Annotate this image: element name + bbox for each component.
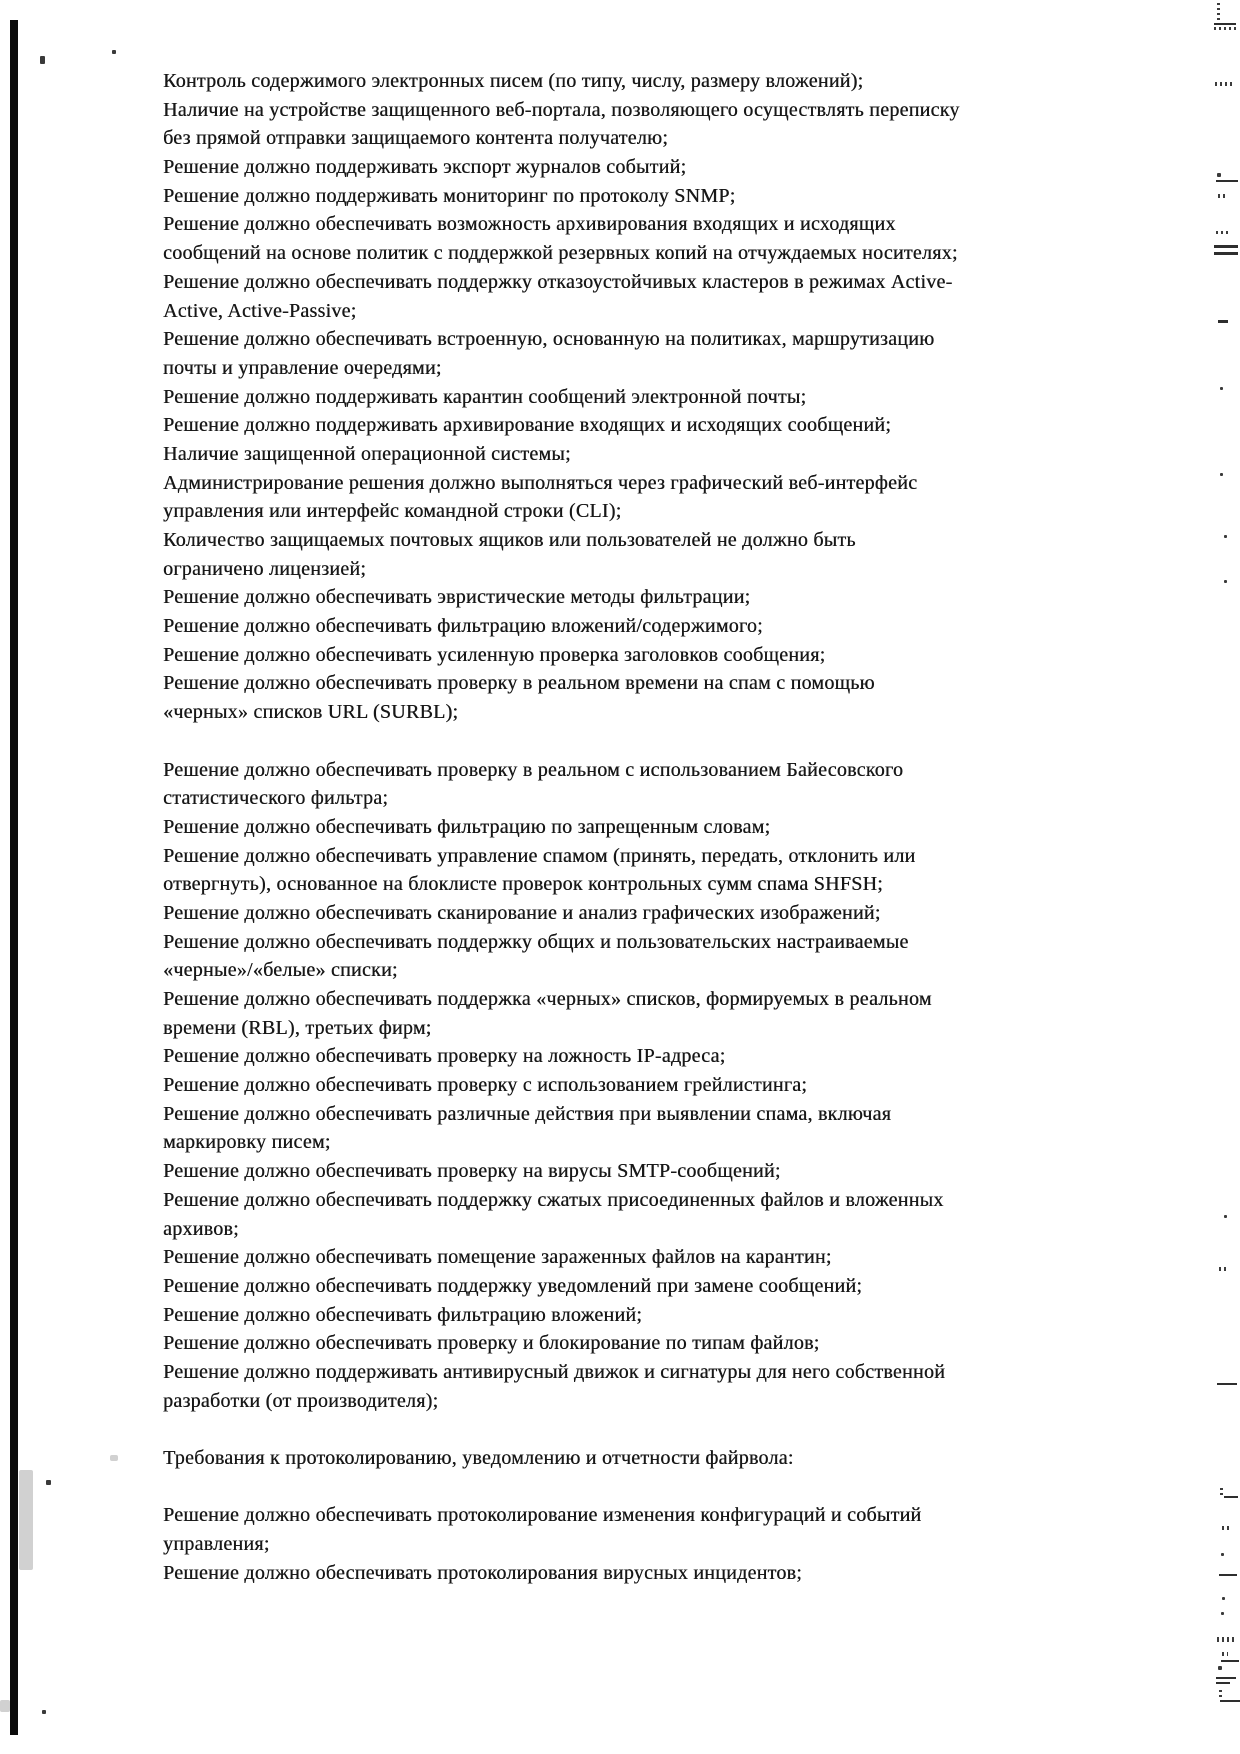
- text-line: Решение должно поддерживать архивирование входящих и исходящих сообщений;: [163, 414, 892, 437]
- margin-noise: [1216, 231, 1230, 234]
- text-line: Решение должно обеспечивать различные действия при выявлении спама, включая: [163, 1102, 892, 1125]
- text-line: Наличие на устройстве защищенного веб-портала, позволяющего осуществлять переписку: [163, 98, 960, 121]
- text-line: Решение должно обеспечивать протоколирование изменения конфигураций и событий: [163, 1504, 922, 1527]
- text-line: разработки (от производителя);: [163, 1389, 439, 1412]
- text-line: сообщений на основе политик с поддержкой резервных копий на отчуждаемых носителях;: [163, 242, 958, 265]
- left-noise: [46, 1480, 51, 1485]
- paragraph-gap: [163, 1473, 1063, 1502]
- margin-noise: [1222, 1597, 1225, 1600]
- margin-noise: [1221, 1612, 1224, 1615]
- text-line: Контроль содержимого электронных писем (по типу, числу, размеру вложений);: [163, 70, 864, 92]
- text-line: «черных» списков URL (SURBL);: [163, 701, 459, 724]
- margin-noise: [1224, 1215, 1227, 1218]
- text-line: без прямой отправки защищаемого контента получателю;: [163, 127, 669, 150]
- text-line: управления или интерфейс командной строки (CLI);: [163, 500, 622, 523]
- text-line: Решение должно поддерживать экспорт журналов событий;: [163, 156, 687, 179]
- margin-noise: [1216, 1677, 1236, 1679]
- left-noise: [42, 1710, 46, 1714]
- text-line: Решение должно обеспечивать фильтрацию по запрещенным словам;: [163, 815, 771, 838]
- left-noise: [110, 1455, 118, 1461]
- text-line: Решение должно обеспечивать поддержка «черных» списков, формируемых в реальном: [163, 988, 932, 1010]
- text-line: Администрирование решения должно выполняться через графический веб-интерфейс: [163, 471, 918, 494]
- margin-noise: [1217, 173, 1221, 177]
- margin-noise: [1217, 1383, 1237, 1385]
- margin-noise: [1221, 1660, 1239, 1662]
- margin-noise: [1214, 245, 1238, 248]
- section-heading: Требования к протоколированию, уведомлению и отчетности файрвола:: [163, 1447, 794, 1469]
- margin-noise: [1218, 1666, 1222, 1670]
- text-line: времени (RBL), третьих фирм;: [163, 1016, 432, 1039]
- text-line: Решение должно обеспечивать проверку с использованием грейлистинга;: [163, 1074, 808, 1097]
- margin-noise: [1214, 252, 1238, 255]
- margin-noise: [1220, 1700, 1240, 1702]
- speckle: [40, 56, 45, 64]
- text-line: Решение должно обеспечивать встроенную, основанную на политиках, маршрутизацию: [163, 328, 935, 351]
- text-line: управления;: [163, 1533, 270, 1556]
- text-line: Решение должно поддерживать карантин сообщений электронной почты;: [163, 385, 807, 408]
- margin-noise: [1222, 1526, 1229, 1530]
- margin-noise: [1219, 1574, 1237, 1576]
- margin-noise: [1216, 1682, 1230, 1684]
- text-line: Решение должно обеспечивать проверку и блокирование по типам файлов;: [163, 1332, 820, 1355]
- margin-noise: [1224, 580, 1227, 583]
- margin-noise: [1218, 194, 1226, 198]
- margin-noise: [1224, 535, 1227, 538]
- margin-noise: [1216, 180, 1238, 182]
- text-line: Решение должно обеспечивать протоколирования вирусных инцидентов;: [163, 1561, 803, 1584]
- text-line: Количество защищаемых почтовых ящиков или пользователей не должно быть: [163, 529, 856, 551]
- text-line: Решение должно обеспечивать поддержку общих и пользовательских настраиваемые: [163, 930, 909, 953]
- margin-noise: [1220, 473, 1223, 476]
- margin-noise: [1219, 1267, 1227, 1271]
- text-line: Решение должно обеспечивать фильтрацию вложений/содержимого;: [163, 615, 763, 638]
- text-line: Решение должно обеспечивать поддержку сжатых присоединенных файлов и вложенных: [163, 1188, 944, 1211]
- text-line: Решение должно обеспечивать поддержку отказоустойчивых кластеров в режимах Active-: [163, 270, 953, 293]
- left-noise: [19, 1470, 33, 1570]
- text-line: маркировку писем;: [163, 1131, 331, 1154]
- speckle: [112, 50, 116, 54]
- text-line: Решение должно обеспечивать проверку на вирусы SMTP-сообщений;: [163, 1160, 781, 1183]
- left-scan-bar: [10, 20, 18, 1735]
- margin-noise: [1217, 1637, 1235, 1642]
- paragraph-gap: [163, 1415, 1063, 1444]
- text-line: Решение должно обеспечивать проверку в реальном с использованием Байесовского: [163, 758, 904, 781]
- left-noise: [0, 1700, 10, 1712]
- text-line: Решение должно поддерживать мониторинг по протоколу SNMP;: [163, 184, 736, 207]
- text-line: «черные»/«белые» списки;: [163, 959, 398, 982]
- text-line: Решение должно обеспечивать поддержку уведомлений при замене сообщений;: [163, 1274, 863, 1297]
- margin-noise: [1221, 1553, 1224, 1556]
- margin-noise: [1219, 1690, 1222, 1700]
- margin-noise: [1214, 23, 1236, 25]
- margin-noise: [1220, 387, 1223, 390]
- text-line: Решение должно обеспечивать проверку в реальном времени на спам с помощью: [163, 672, 875, 695]
- margin-noise: [1218, 320, 1228, 323]
- text-line: Наличие защищенной операционной системы;: [163, 442, 571, 465]
- text-line: отвергнуть), основанное на блоклисте проверок контрольных сумм спама SHFSH;: [163, 873, 883, 896]
- text-line: статистического фильтра;: [163, 787, 389, 810]
- text-line: Решение должно обеспечивать усиленную проверка заголовков сообщения;: [163, 643, 826, 666]
- text-line: Решение должно поддерживать антивирусный движок и сигнатуры для него собственной: [163, 1360, 946, 1383]
- text-line: Решение должно обеспечивать помещение зараженных файлов на карантин;: [163, 1246, 832, 1269]
- margin-noise: [1220, 1488, 1223, 1497]
- text-line: архивов;: [163, 1217, 239, 1240]
- text-line: Решение должно обеспечивать управление спамом (принять, передать, отклонить или: [163, 844, 916, 867]
- margin-noise: [1224, 1496, 1238, 1498]
- text-line: Решение должно обеспечивать сканирование и анализ графических изображений;: [163, 901, 881, 924]
- paragraph-gap: [163, 727, 1063, 756]
- text-line: почты и управление очередями;: [163, 356, 442, 379]
- margin-noise: [1215, 82, 1235, 86]
- text-line: Решение должно обеспечивать эвристические методы фильтрации;: [163, 586, 751, 609]
- margin-noise: [1222, 1652, 1228, 1656]
- margin-noise: [1214, 27, 1236, 30]
- text-line: Решение должно обеспечивать возможность архивирования входящих и исходящих: [163, 213, 896, 236]
- text-line: Active, Active-Passive;: [163, 299, 357, 322]
- document-text: [163, 67, 1063, 1587]
- text-line: ограничено лицензией;: [163, 557, 367, 580]
- text-line: Решение должно обеспечивать фильтрацию вложений;: [163, 1303, 643, 1326]
- text-line: Решение должно обеспечивать проверку на ложность IP-адреса;: [163, 1045, 726, 1068]
